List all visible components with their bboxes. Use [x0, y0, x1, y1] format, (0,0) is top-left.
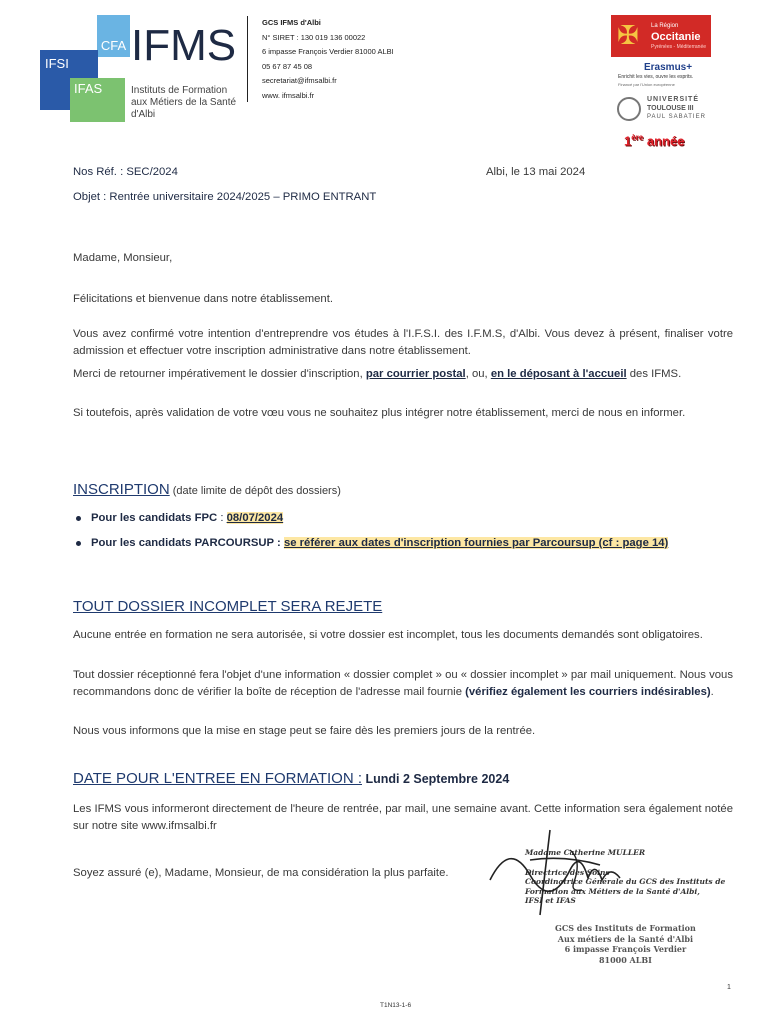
fpc-label: Pour les candidats FPC — [91, 512, 218, 524]
letter-date: Albi, le 13 mai 2024 — [486, 166, 586, 178]
institution-stamp — [555, 923, 696, 965]
inscription-note: (date limite de dépôt des dossiers) — [169, 485, 341, 497]
year-suffix: ère — [631, 133, 644, 142]
ifsi-label: IFSI — [45, 56, 69, 71]
stamp-line: Aux métiers de la Santé d'Albi — [557, 933, 694, 944]
p2-text-a: Merci de retourner impérativement le dossier d'inscription, — [73, 368, 366, 380]
cfa-label: CFA — [100, 38, 127, 53]
occitan-cross-icon: ✠ — [617, 20, 639, 50]
year-badge — [624, 133, 684, 148]
university-line-3: PAUL SABATIER — [647, 114, 706, 120]
bullet-parcoursup — [76, 537, 668, 549]
ifms-subtitle-line: d'Albi — [131, 109, 156, 120]
year-number: 1 — [624, 133, 632, 149]
congratulations: Félicitations et bienvenue dans notre établissement. — [73, 293, 333, 305]
notification-end: . — [710, 685, 714, 698]
page-number: 1 — [727, 984, 731, 991]
postal-mail-link: par courrier postal — [365, 368, 466, 380]
paragraph-internship: Nous vous informons que la mise en stage peut se faire dès les premiers jours de la rentrée. — [73, 725, 536, 737]
bullet-fpc — [76, 512, 283, 524]
letter-object: Objet : Rentrée universitaire 2024/2025 – PRIMO ENTRANT — [73, 191, 377, 203]
paragraph-incomplete: Aucune entrée en formation ne sera autorisée, si votre dossier est incomplet, tous les documents demandés sont obligatoires. — [73, 629, 703, 641]
incomplete-heading: TOUT DOSSIER INCOMPLET SERA REJETE — [73, 598, 383, 615]
parcoursup-label: Pour les candidats PARCOURSUP : — [91, 537, 284, 549]
fpc-separator: : — [217, 512, 227, 524]
handwritten-signature — [470, 820, 670, 920]
ifas-label: IFAS — [74, 81, 103, 96]
entry-heading: DATE POUR L'ENTREE EN FORMATION : — [73, 770, 362, 787]
paragraph-withdraw: Si toutefois, après validation de votre vœu vous ne souhaitez plus intégrer notre établissement, merci de nous en informer. — [73, 407, 686, 419]
parcoursup-deadline: se référer aux dates d'inscription fournies par Parcoursup (cf : page 14) — [283, 537, 669, 549]
university-line-2: TOULOUSE III — [647, 105, 694, 112]
signatory-name: Madame Catherine MULLER — [525, 848, 646, 857]
entry-heading-row — [73, 770, 509, 788]
notification-text: Tout dossier réceptionné fera l'objet d'une information « dossier complet » ou « dossier incomplet » par mail uniquement. Nous vous recommandons donc de vérifier la boîte de réception de l'adresse mail fournie — [73, 669, 733, 698]
year-word: année — [646, 133, 685, 149]
occitanie-small: La Région — [651, 23, 679, 29]
paragraph-start-time: Les IFMS vous informeront directement de l'heure de rentrée, par mail, une semaine avant. Cette information sera également notée sur notre site www.ifmsalbi.fr — [73, 803, 733, 832]
entry-date: Lundi 2 Septembre 2024 — [362, 772, 510, 786]
ifms-wordmark: IFMS — [131, 21, 237, 70]
contact-phone: 05 67 87 45 08 — [262, 61, 313, 71]
contact-siret: N° SIRET : 130 019 136 00022 — [262, 32, 366, 42]
stamp-line: GCS des Instituts de Formation — [555, 923, 696, 933]
bullet-dot-icon — [76, 516, 81, 521]
cfa-logo-block — [97, 15, 130, 57]
reception-link: en le déposant à l'accueil — [490, 368, 627, 380]
ifms-subtitle-line: Instituts de Formation — [131, 85, 228, 96]
document-code: T1N13-1-6 — [380, 1002, 412, 1009]
signatory-role: Formation aux Métiers de la Santé d'Albi, — [525, 886, 700, 896]
p2-text-b: , ou, — [465, 368, 491, 380]
occitanie-name: Occitanie — [651, 31, 701, 43]
contact-website[interactable]: www. ifmsalbi.fr — [262, 90, 315, 100]
salutation: Madame, Monsieur, — [73, 252, 173, 264]
paragraph-return-dossier — [73, 366, 733, 383]
bullet-dot-icon — [76, 541, 81, 546]
university-line-1: UNIVERSITÉ — [647, 96, 700, 103]
header-divider — [247, 16, 248, 102]
inscription-heading-row — [73, 481, 341, 499]
closing-formula: Soyez assuré (e), Madame, Monsieur, de ma considération la plus parfaite. — [73, 867, 449, 879]
paragraph-notification — [73, 667, 733, 700]
erasmus-logo-title: Erasmus+ — [644, 62, 693, 73]
reference: Nos Réf. : SEC/2024 — [73, 166, 178, 178]
contact-title: GCS IFMS d'Albi — [262, 18, 321, 27]
spam-warning: (vérifiez également les courriers indésirables) — [465, 685, 711, 698]
erasmus-funding: Financé par l'Union européenne — [618, 82, 675, 87]
stamp-line: 81000 ALBI — [598, 954, 652, 965]
inscription-heading: INSCRIPTION — [73, 481, 170, 498]
ifms-subtitle-line: aux Métiers de la Santé — [131, 97, 237, 108]
university-seal-icon — [617, 97, 641, 121]
signatory-role: IFSI et IFAS — [525, 896, 576, 905]
ifas-logo-block — [70, 78, 125, 122]
signatory-role: Directrice des Soins — [525, 867, 610, 877]
occitanie-tagline: Pyrénées - Méditerranée — [651, 44, 707, 50]
contact-address: 6 impasse François Verdier 81000 ALBI — [262, 47, 394, 56]
paragraph-confirmation: Vous avez confirmé votre intention d'entreprendre vos études à l'I.F.S.I. des I.F.M.S, d'Albi. Vous devez à présent, finaliser votre admission et effectuer votre inscription administrative dans notre établissement. — [73, 328, 733, 357]
signatory-role: Coordinatrice Générale du GCS des Instituts de — [525, 877, 726, 886]
erasmus-tagline: Enrichit les vies, ouvre les esprits. — [618, 74, 694, 80]
fpc-deadline: 08/07/2024 — [226, 512, 284, 524]
p2-text-c: des IFMS. — [626, 368, 682, 380]
stamp-line: 6 impasse François Verdier — [564, 944, 687, 954]
ifms-subtitle — [131, 85, 251, 121]
contact-block — [262, 16, 394, 103]
contact-email[interactable]: secretariat@ifmsalbi.fr — [262, 76, 337, 85]
